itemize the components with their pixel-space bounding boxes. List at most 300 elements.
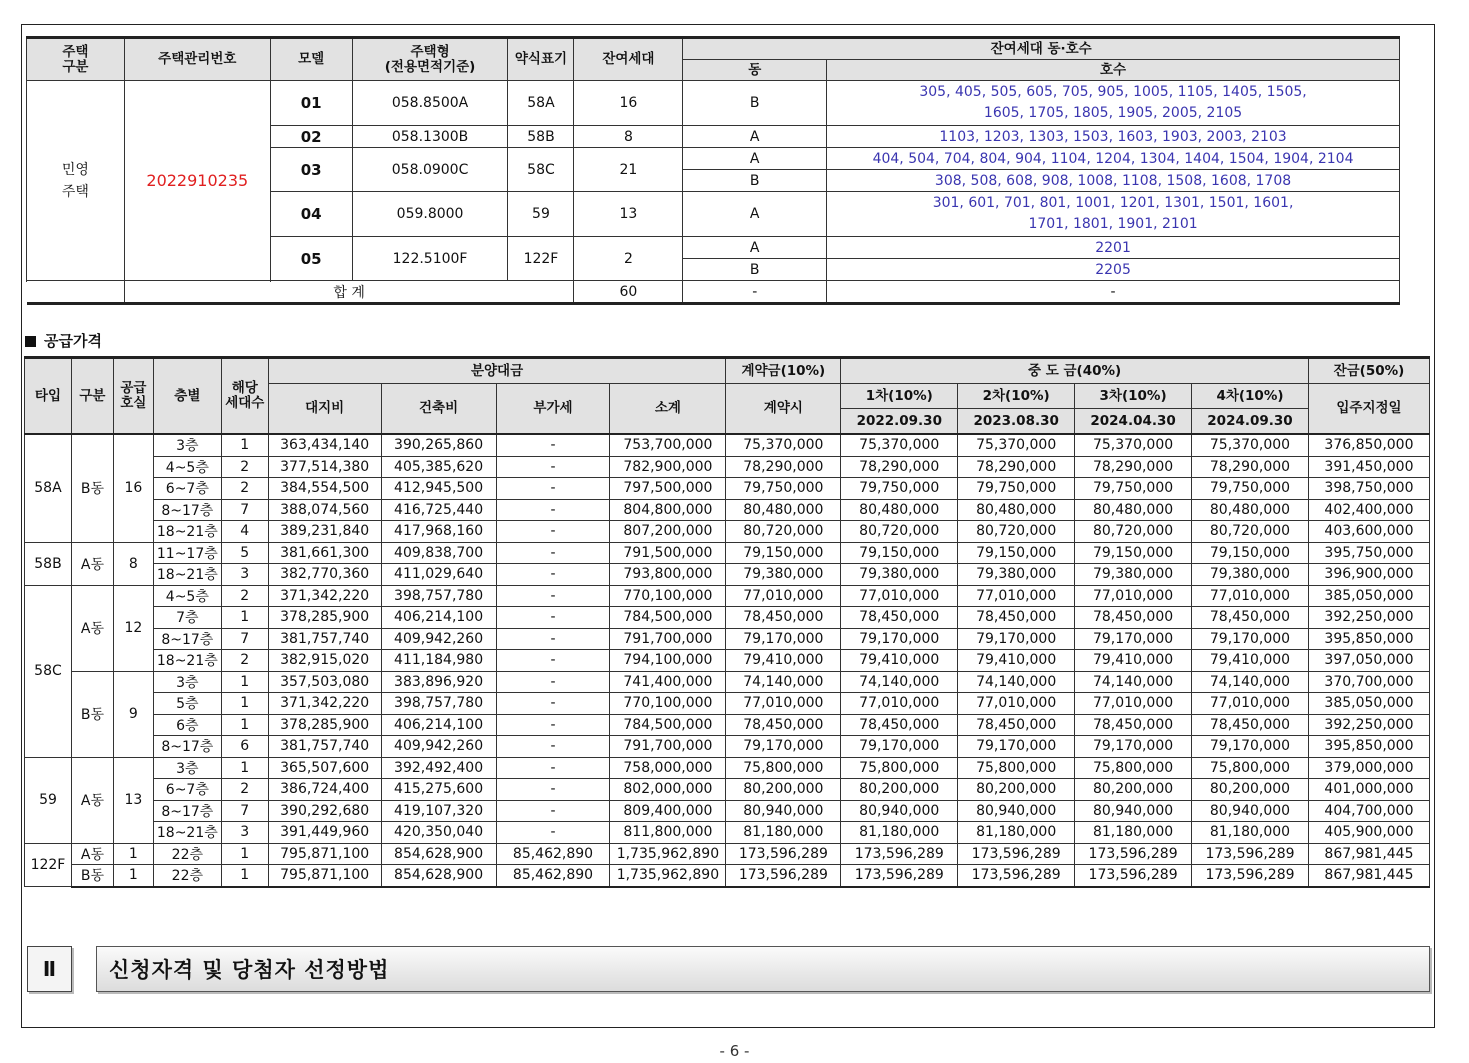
table-row: [25, 757, 1430, 779]
land-cell: 363,434,140: [268, 434, 381, 456]
header-units: 해당 세대수: [221, 358, 268, 435]
vat-cell: -: [496, 521, 610, 543]
balance-cell: 376,850,000: [1308, 434, 1429, 456]
gubun-cell: B동: [71, 434, 113, 542]
m3-cell: 79,170,000: [1075, 736, 1192, 758]
subtotal-cell: 797,500,000: [610, 478, 726, 500]
land-cell: 381,757,740: [268, 736, 381, 758]
count-cell: 2: [574, 237, 683, 281]
header-vat: 부가세: [496, 384, 610, 435]
units-cell: 7: [221, 499, 268, 521]
subtotal-cell: 802,000,000: [610, 779, 726, 801]
m1-cell: 78,290,000: [841, 456, 958, 478]
m2-cell: 78,450,000: [958, 607, 1075, 629]
deposit-cell: 75,800,000: [726, 757, 841, 779]
building-cell: 406,214,100: [381, 607, 496, 629]
table-row: [25, 607, 1430, 629]
floor-cell: 18~21층: [153, 521, 221, 543]
dong-cell: A: [683, 148, 827, 170]
floor-cell: 8~17층: [153, 736, 221, 758]
balance-cell: 398,750,000: [1308, 478, 1429, 500]
land-cell: 391,449,960: [268, 822, 381, 844]
units-cell: 1: [221, 434, 268, 456]
subtotal-cell: 794,100,000: [610, 650, 726, 672]
m2-cell: 79,170,000: [958, 736, 1075, 758]
header-m4-date: 2024.09.30: [1192, 409, 1309, 435]
floor-cell: 5층: [153, 693, 221, 715]
model-cell: 02: [270, 126, 352, 148]
m3-cell: 77,010,000: [1075, 585, 1192, 607]
building-cell: 411,184,980: [381, 650, 496, 672]
header-balance: 잔금(50%): [1308, 358, 1429, 384]
land-cell: 371,342,220: [268, 693, 381, 715]
price-table-body: [25, 434, 1430, 887]
balance-cell: 379,000,000: [1308, 757, 1429, 779]
land-cell: 378,285,900: [268, 607, 381, 629]
units-cell: 2: [221, 585, 268, 607]
land-cell: 365,507,600: [268, 757, 381, 779]
m3-cell: 78,290,000: [1075, 456, 1192, 478]
vat-cell: -: [496, 671, 610, 693]
supply-cell: 13: [113, 757, 153, 843]
building-cell: 409,942,260: [381, 736, 496, 758]
header-m4: 4차(10%): [1192, 384, 1309, 409]
units-cell: 1: [221, 714, 268, 736]
units-cell: 6: [221, 736, 268, 758]
vat-cell: -: [496, 585, 610, 607]
header-m3: 3차(10%): [1075, 384, 1192, 409]
vat-cell: 85,462,890: [496, 843, 610, 865]
balance-cell: 395,850,000: [1308, 736, 1429, 758]
m3-cell: 79,150,000: [1075, 542, 1192, 564]
dong-cell: B: [683, 81, 827, 126]
table-row: [25, 456, 1430, 478]
subtotal-cell: 753,700,000: [610, 434, 726, 456]
form-cell: 058.0900C: [352, 148, 508, 192]
floor-cell: 22층: [153, 865, 221, 887]
subtotal-cell: 804,800,000: [610, 499, 726, 521]
supply-cell: 8: [113, 542, 153, 585]
m4-cell: 79,150,000: [1192, 542, 1309, 564]
floor-cell: 7층: [153, 607, 221, 629]
building-cell: 417,968,160: [381, 521, 496, 543]
floor-cell: 22층: [153, 843, 221, 865]
supply-cell: 12: [113, 585, 153, 671]
m2-cell: 79,750,000: [958, 478, 1075, 500]
deposit-cell: 80,720,000: [726, 521, 841, 543]
supply-cell: 1: [113, 865, 153, 887]
dong-cell: A: [683, 126, 827, 148]
floor-cell: 3층: [153, 434, 221, 456]
floor-cell: 8~17층: [153, 800, 221, 822]
land-cell: 795,871,100: [268, 843, 381, 865]
building-cell: 409,942,260: [381, 628, 496, 650]
m2-cell: 80,480,000: [958, 499, 1075, 521]
vat-cell: -: [496, 693, 610, 715]
abbr-cell: 58C: [508, 148, 574, 192]
units-cell: 2: [221, 456, 268, 478]
m1-cell: 77,010,000: [841, 693, 958, 715]
square-bullet-icon: [25, 336, 36, 347]
abbr-cell: 58A: [508, 81, 574, 126]
units-cell: 2: [221, 779, 268, 801]
balance-cell: 392,250,000: [1308, 607, 1429, 629]
header-housing-type: 주택 구분: [27, 38, 125, 81]
m4-cell: 78,450,000: [1192, 607, 1309, 629]
subtotal-cell: 791,700,000: [610, 628, 726, 650]
deposit-cell: 77,010,000: [726, 693, 841, 715]
ho-cell: 2201: [827, 237, 1400, 259]
table-row: [25, 693, 1430, 715]
vat-cell: -: [496, 822, 610, 844]
header-middle: 중 도 금(40%): [841, 358, 1309, 384]
deposit-cell: 75,370,000: [726, 434, 841, 456]
count-cell: 21: [574, 148, 683, 192]
table-row: [25, 843, 1430, 865]
m1-cell: 79,150,000: [841, 542, 958, 564]
table-row: [25, 478, 1430, 500]
land-cell: 386,724,400: [268, 779, 381, 801]
floor-cell: 18~21층: [153, 822, 221, 844]
type-cell: 59: [25, 757, 72, 843]
vat-cell: -: [496, 800, 610, 822]
floor-cell: 6~7층: [153, 478, 221, 500]
subtotal-cell: 809,400,000: [610, 800, 726, 822]
count-cell: 13: [574, 192, 683, 237]
m3-cell: 173,596,289: [1075, 843, 1192, 865]
abbr-cell: 122F: [508, 237, 574, 281]
building-cell: 392,492,400: [381, 757, 496, 779]
floor-cell: 11~17층: [153, 542, 221, 564]
land-cell: 378,285,900: [268, 714, 381, 736]
m2-cell: 77,010,000: [958, 693, 1075, 715]
units-cell: 4: [221, 521, 268, 543]
header-building: 건축비: [381, 384, 496, 435]
subtotal-cell: 784,500,000: [610, 607, 726, 629]
header-subtotal: 소계: [610, 384, 726, 435]
m1-cell: 75,800,000: [841, 757, 958, 779]
balance-cell: 405,900,000: [1308, 822, 1429, 844]
gubun-cell: A동: [71, 542, 113, 585]
header-remaining: 잔여세대: [574, 38, 683, 81]
subtotal-cell: 1,735,962,890: [610, 865, 726, 887]
m4-cell: 173,596,289: [1192, 843, 1309, 865]
m1-cell: 78,450,000: [841, 714, 958, 736]
model-cell: 03: [270, 148, 352, 192]
m3-cell: 79,380,000: [1075, 564, 1192, 586]
m3-cell: 173,596,289: [1075, 865, 1192, 887]
building-cell: 854,628,900: [381, 843, 496, 865]
deposit-cell: 80,200,000: [726, 779, 841, 801]
m1-cell: 80,940,000: [841, 800, 958, 822]
m2-cell: 75,370,000: [958, 434, 1075, 456]
land-cell: 390,292,680: [268, 800, 381, 822]
building-cell: 409,838,700: [381, 542, 496, 564]
header-abbr: 약식표기: [508, 38, 574, 81]
deposit-cell: 79,410,000: [726, 650, 841, 672]
price-section-title: [25, 330, 102, 351]
m4-cell: 78,290,000: [1192, 456, 1309, 478]
header-supply: 공급 호실: [113, 358, 153, 435]
subtotal-cell: 770,100,000: [610, 585, 726, 607]
count-cell: 16: [574, 81, 683, 126]
m2-cell: 79,410,000: [958, 650, 1075, 672]
type-cell: 58B: [25, 542, 72, 585]
m1-cell: 79,170,000: [841, 628, 958, 650]
header-floor: 층별: [153, 358, 221, 435]
m2-cell: 77,010,000: [958, 585, 1075, 607]
m1-cell: 173,596,289: [841, 865, 958, 887]
balance-cell: 385,050,000: [1308, 693, 1429, 715]
total-count: 60: [574, 281, 683, 304]
balance-cell: 385,050,000: [1308, 585, 1429, 607]
subtotal-cell: 782,900,000: [610, 456, 726, 478]
floor-cell: 3층: [153, 671, 221, 693]
m1-cell: 77,010,000: [841, 585, 958, 607]
m2-cell: 80,200,000: [958, 779, 1075, 801]
deposit-cell: 79,170,000: [726, 628, 841, 650]
deposit-cell: 74,140,000: [726, 671, 841, 693]
m1-cell: 80,200,000: [841, 779, 958, 801]
units-cell: 2: [221, 478, 268, 500]
m3-cell: 75,370,000: [1075, 434, 1192, 456]
building-cell: 416,725,440: [381, 499, 496, 521]
m3-cell: 74,140,000: [1075, 671, 1192, 693]
subtotal-cell: 793,800,000: [610, 564, 726, 586]
subtotal-cell: 770,100,000: [610, 693, 726, 715]
balance-cell: 867,981,445: [1308, 843, 1429, 865]
m4-cell: 77,010,000: [1192, 585, 1309, 607]
balance-cell: 396,900,000: [1308, 564, 1429, 586]
price-table: [24, 356, 1430, 888]
m3-cell: 80,940,000: [1075, 800, 1192, 822]
dong-cell: B: [683, 170, 827, 192]
dong-cell: A: [683, 237, 827, 259]
units-cell: 1: [221, 671, 268, 693]
m1-cell: 79,750,000: [841, 478, 958, 500]
section-title: 신청자격 및 당첨자 선정방법: [96, 946, 1430, 992]
m3-cell: 80,200,000: [1075, 779, 1192, 801]
floor-cell: 3층: [153, 757, 221, 779]
form-cell: 058.1300B: [352, 126, 508, 148]
subtotal-cell: 807,200,000: [610, 521, 726, 543]
m4-cell: 79,170,000: [1192, 736, 1309, 758]
m4-cell: 80,720,000: [1192, 521, 1309, 543]
vat-cell: -: [496, 607, 610, 629]
m2-cell: 74,140,000: [958, 671, 1075, 693]
building-cell: 406,214,100: [381, 714, 496, 736]
header-m1-date: 2022.09.30: [841, 409, 958, 435]
ho-cell: 308, 508, 608, 908, 1008, 1108, 1508, 1608, 1708: [827, 170, 1400, 192]
supply-cell: 16: [113, 434, 153, 542]
total-label: 합 계: [124, 281, 574, 304]
building-cell: 383,896,920: [381, 671, 496, 693]
m4-cell: 80,480,000: [1192, 499, 1309, 521]
vat-cell: -: [496, 478, 610, 500]
floor-cell: 6층: [153, 714, 221, 736]
price-section-title-text: 공급가격: [44, 332, 102, 350]
subtotal-cell: 811,800,000: [610, 822, 726, 844]
ho-cell: 404, 504, 704, 804, 904, 1104, 1204, 1304, 1404, 1504, 1904, 2104: [827, 148, 1400, 170]
m4-cell: 81,180,000: [1192, 822, 1309, 844]
table-row: [25, 628, 1430, 650]
balance-cell: 397,050,000: [1308, 650, 1429, 672]
m2-cell: 80,940,000: [958, 800, 1075, 822]
m2-cell: 173,596,289: [958, 865, 1075, 887]
balance-cell: 404,700,000: [1308, 800, 1429, 822]
floor-cell: 6~7층: [153, 779, 221, 801]
m3-cell: 78,450,000: [1075, 714, 1192, 736]
m1-cell: 78,450,000: [841, 607, 958, 629]
building-cell: 420,350,040: [381, 822, 496, 844]
m4-cell: 77,010,000: [1192, 693, 1309, 715]
building-cell: 412,945,500: [381, 478, 496, 500]
balance-cell: 392,250,000: [1308, 714, 1429, 736]
gubun-cell: B동: [71, 671, 113, 757]
model-cell: 04: [270, 192, 352, 237]
deposit-cell: 80,480,000: [726, 499, 841, 521]
table-row: [25, 521, 1430, 543]
m4-cell: 78,450,000: [1192, 714, 1309, 736]
vat-cell: -: [496, 736, 610, 758]
table-row: [25, 499, 1430, 521]
vat-cell: -: [496, 779, 610, 801]
vat-cell: -: [496, 757, 610, 779]
m1-cell: 81,180,000: [841, 822, 958, 844]
total-ho: -: [827, 281, 1400, 304]
gubun-cell: A동: [71, 757, 113, 843]
land-cell: 389,231,840: [268, 521, 381, 543]
m2-cell: 79,170,000: [958, 628, 1075, 650]
subtotal-cell: 741,400,000: [610, 671, 726, 693]
m2-cell: 78,450,000: [958, 714, 1075, 736]
header-sale-price: 분양대금: [268, 358, 726, 384]
table-row: [25, 779, 1430, 801]
header-balance-when: 입주지정일: [1308, 384, 1429, 435]
header-m2: 2차(10%): [958, 384, 1075, 409]
land-cell: 795,871,100: [268, 865, 381, 887]
m1-cell: 75,370,000: [841, 434, 958, 456]
subtotal-cell: 791,700,000: [610, 736, 726, 758]
floor-cell: 8~17층: [153, 499, 221, 521]
vat-cell: -: [496, 434, 610, 456]
header-m3-date: 2024.04.30: [1075, 409, 1192, 435]
building-cell: 398,757,780: [381, 585, 496, 607]
units-cell: 1: [221, 865, 268, 887]
mgmt-no-value: 2022910235: [124, 81, 270, 281]
header-dong: 동: [683, 60, 827, 81]
m4-cell: 79,170,000: [1192, 628, 1309, 650]
header-ho: 호수: [827, 60, 1400, 81]
floor-cell: 18~21층: [153, 650, 221, 672]
count-cell: 8: [574, 126, 683, 148]
subtotal-cell: 791,500,000: [610, 542, 726, 564]
units-cell: 7: [221, 800, 268, 822]
m4-cell: 79,380,000: [1192, 564, 1309, 586]
land-cell: 381,757,740: [268, 628, 381, 650]
abbr-cell: 58B: [508, 126, 574, 148]
m2-cell: 79,150,000: [958, 542, 1075, 564]
m2-cell: 81,180,000: [958, 822, 1075, 844]
table-row: [25, 822, 1430, 844]
units-cell: 3: [221, 822, 268, 844]
page-number: - 6 -: [719, 1042, 750, 1060]
m1-cell: 79,170,000: [841, 736, 958, 758]
deposit-cell: 81,180,000: [726, 822, 841, 844]
header-gubun: 구분: [71, 358, 113, 435]
m1-cell: 74,140,000: [841, 671, 958, 693]
units-cell: 1: [221, 607, 268, 629]
land-cell: 382,915,020: [268, 650, 381, 672]
vat-cell: -: [496, 499, 610, 521]
ho-cell: 301, 601, 701, 801, 1001, 1201, 1301, 1501, 1601, 1701, 1801, 1901, 2101: [827, 192, 1400, 237]
vat-cell: -: [496, 542, 610, 564]
m3-cell: 75,800,000: [1075, 757, 1192, 779]
m1-cell: 79,380,000: [841, 564, 958, 586]
section-number: Ⅱ: [27, 946, 72, 992]
m2-cell: 173,596,289: [958, 843, 1075, 865]
land-cell: 381,661,300: [268, 542, 381, 564]
dong-cell: A: [683, 192, 827, 237]
type-cell: 58A: [25, 434, 72, 542]
units-cell: 1: [221, 843, 268, 865]
table-row: [25, 714, 1430, 736]
building-cell: 390,265,860: [381, 434, 496, 456]
ho-cell: 1103, 1203, 1303, 1503, 1603, 1903, 2003, 2103: [827, 126, 1400, 148]
m2-cell: 80,720,000: [958, 521, 1075, 543]
deposit-cell: 78,450,000: [726, 714, 841, 736]
land-cell: 382,770,360: [268, 564, 381, 586]
m4-cell: 74,140,000: [1192, 671, 1309, 693]
dong-cell: B: [683, 259, 827, 281]
floor-cell: 4~5층: [153, 585, 221, 607]
table-row: [25, 671, 1430, 693]
land-cell: 371,342,220: [268, 585, 381, 607]
header-land: 대지비: [268, 384, 381, 435]
m4-cell: 80,940,000: [1192, 800, 1309, 822]
total-blank: [27, 281, 125, 304]
form-cell: 122.5100F: [352, 237, 508, 281]
units-cell: 2: [221, 650, 268, 672]
vat-cell: 85,462,890: [496, 865, 610, 887]
deposit-cell: 80,940,000: [726, 800, 841, 822]
m4-cell: 79,750,000: [1192, 478, 1309, 500]
gubun-cell: A동: [71, 585, 113, 671]
subtotal-cell: 784,500,000: [610, 714, 726, 736]
table-row: [25, 542, 1430, 564]
balance-cell: 867,981,445: [1308, 865, 1429, 887]
header-m1: 1차(10%): [841, 384, 958, 409]
deposit-cell: 77,010,000: [726, 585, 841, 607]
building-cell: 405,385,620: [381, 456, 496, 478]
ho-cell: 305, 405, 505, 605, 705, 905, 1005, 1105, 1405, 1505, 1605, 1705, 1805, 1905, 2005, 2105: [827, 81, 1400, 126]
m1-cell: 79,410,000: [841, 650, 958, 672]
vat-cell: -: [496, 650, 610, 672]
building-cell: 419,107,320: [381, 800, 496, 822]
m1-cell: 80,480,000: [841, 499, 958, 521]
land-cell: 377,514,380: [268, 456, 381, 478]
m3-cell: 79,170,000: [1075, 628, 1192, 650]
units-cell: 7: [221, 628, 268, 650]
table-row: [25, 564, 1430, 586]
abbr-cell: 59: [508, 192, 574, 237]
table-row: [25, 800, 1430, 822]
balance-cell: 395,750,000: [1308, 542, 1429, 564]
land-cell: 384,554,500: [268, 478, 381, 500]
m3-cell: 80,480,000: [1075, 499, 1192, 521]
m4-cell: 75,800,000: [1192, 757, 1309, 779]
building-cell: 415,275,600: [381, 779, 496, 801]
